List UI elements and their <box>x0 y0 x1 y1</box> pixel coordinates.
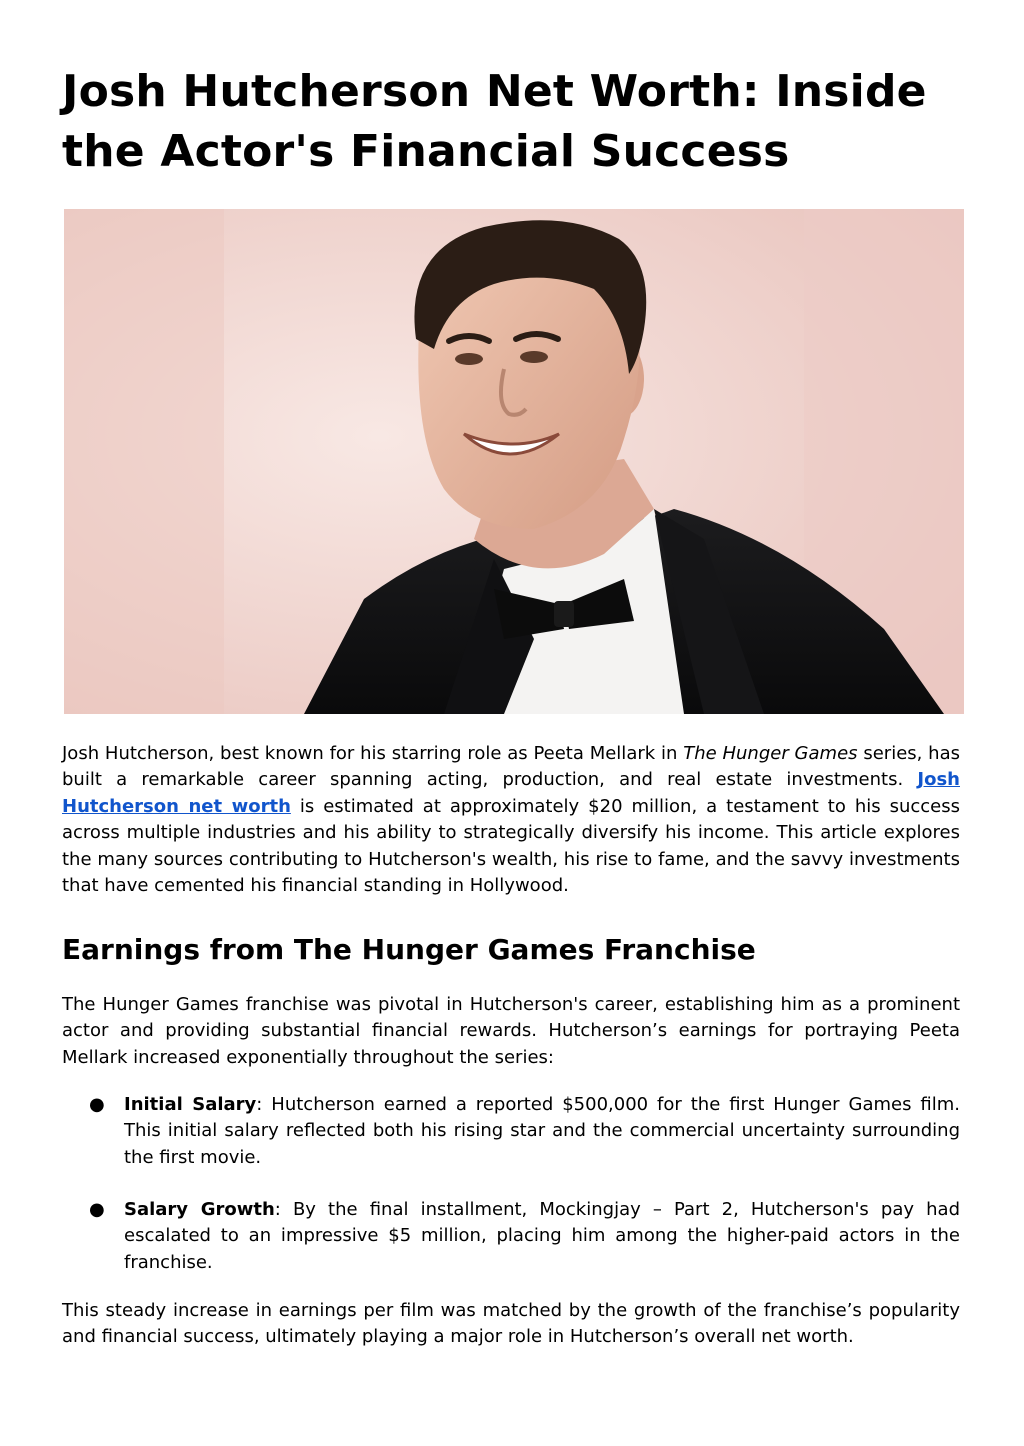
net-worth-link[interactable]: Josh Hutcherson net worth <box>62 769 960 817</box>
bullet-icon: ● <box>89 1094 105 1115</box>
list-item <box>89 1197 960 1276</box>
closing-paragraph: This steady increase in earnings per film was matched by the growth of the franchise’s popularity and financial success, ultimately playing a major role in Hutcherson’s overall net worth. <box>62 1300 960 1348</box>
section-heading: Earnings from The Hunger Games Franchise <box>62 933 756 966</box>
page-title: Josh Hutcherson Net Worth: Inside the Actor's Financial Success <box>62 66 927 177</box>
intro-text-3: is estimated at approximately $20 million, a testament to his success across multiple industries and his ability to strategically diversify his income. This article explores the many sources contributing to Hutcherson's wealth, his rise to fame, and the savvy investments that have cemented his financial standing in Hollywood. <box>62 795 960 897</box>
list-item-label: Initial Salary <box>124 1094 257 1115</box>
section-paragraph: The Hunger Games franchise was pivotal in Hutcherson's career, establishing him as a prominent actor and providing substantial financial rewards. Hutcherson’s earnings for portraying Peeta Mellark increased exponentially throughout the series: <box>62 994 960 1068</box>
list-item-label: Salary Growth <box>124 1199 275 1220</box>
intro-paragraph <box>62 741 960 899</box>
list-item <box>89 1092 960 1171</box>
intro-text-2: series, has built a remarkable career spanning acting, production, and real estate investments. <box>62 743 960 791</box>
list-item-text: : Hutcherson earned a reported $500,000 for the first Hunger Games film. This initial salary reflected both his rising star and the commercial uncertainty surrounding the first movie. <box>124 1094 960 1168</box>
list-item-text: : By the final installment, Mockingjay – Part 2, Hutcherson's pay had escalated to an impressive $5 million, placing him among the higher-paid actors in the franchise. <box>124 1199 960 1273</box>
portrait-illustration <box>64 209 964 714</box>
bullet-icon: ● <box>89 1199 105 1220</box>
hero-photo <box>64 209 964 714</box>
intro-italic-title: The Hunger Games <box>683 743 858 764</box>
intro-text-1: Josh Hutcherson, best known for his starring role as Peeta Mellark in <box>62 743 684 764</box>
